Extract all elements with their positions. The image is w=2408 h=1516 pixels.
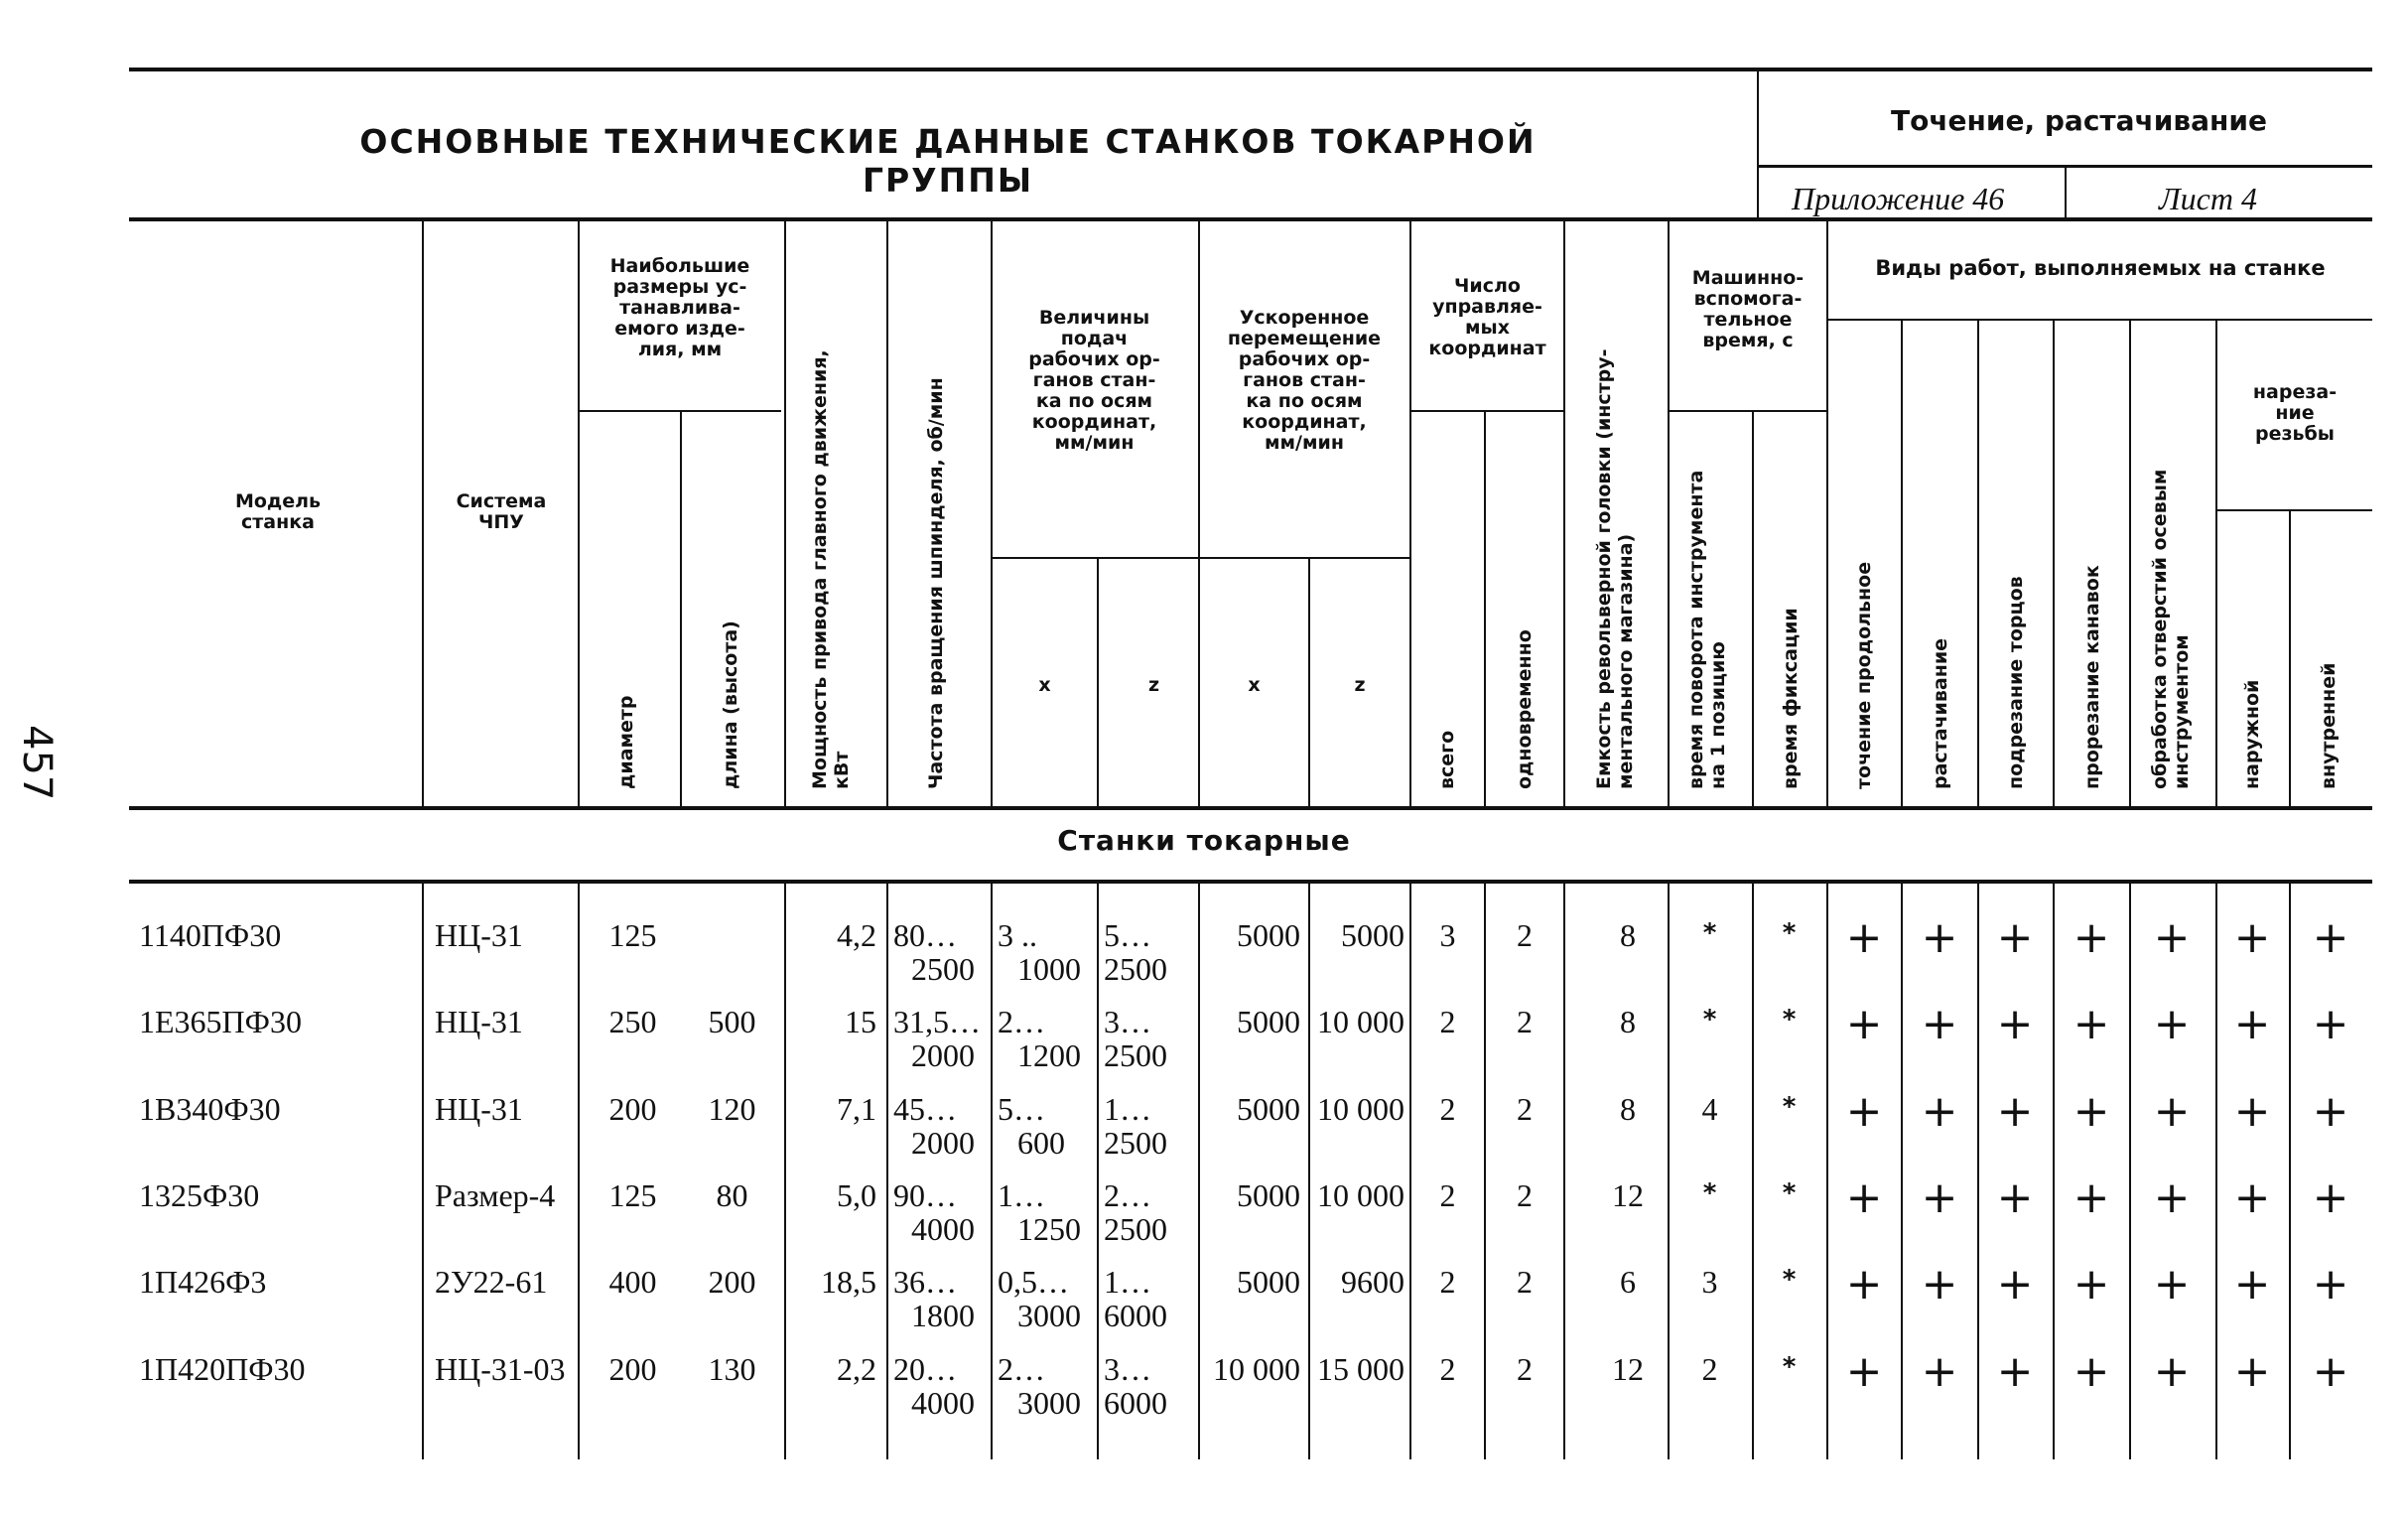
row-cnc: НЦ-31-03 (435, 1351, 566, 1387)
row-work-mark: + (2073, 912, 2110, 963)
row-work-mark: + (1921, 1346, 1958, 1397)
row-work-mark: + (2312, 1346, 2349, 1397)
header-feeds: Величины подач рабочих ор- ганов стан- ка по осям координат, мм/мин (1028, 307, 1160, 454)
row-rapid-z: 5000 (1341, 917, 1405, 953)
row-feed-z-max: 2500 (1104, 951, 1167, 987)
row-fix-time: * (1782, 1092, 1797, 1122)
row-spindle-max: 2500 (911, 951, 975, 987)
row-feed-x-max: 3000 (1017, 1385, 1081, 1421)
row-coords-total: 2 (1439, 1351, 1456, 1387)
row-feed-x-min: 2… (998, 1351, 1045, 1387)
header-w-axial: обработка отверстий осевым инструментом (2149, 469, 2193, 789)
row-diameter: 400 (608, 1264, 657, 1300)
header-rapid-x: x (1248, 674, 1261, 696)
row-turret: 8 (1620, 917, 1636, 953)
row-feed-x-min: 2… (998, 1004, 1045, 1039)
row-rapid-x: 5000 (1237, 1004, 1300, 1039)
row-turn-time: * (1702, 918, 1717, 948)
body-col-line (1198, 884, 1200, 1459)
row-rapid-z: 10 000 (1317, 1004, 1405, 1039)
header-coords: Число управляе- мых координат (1428, 275, 1546, 359)
row-coords-simultaneous: 2 (1517, 1177, 1533, 1213)
row-work-mark: + (2312, 999, 2349, 1049)
row-feed-z-max: 2500 (1104, 1211, 1167, 1247)
row-diameter: 125 (608, 917, 657, 953)
col-line (1563, 221, 1565, 807)
header-length: длина (высота) (720, 620, 741, 789)
row-feed-z-min: 2… (1104, 1177, 1151, 1213)
header-rapid-z: z (1354, 674, 1366, 696)
row-diameter: 125 (608, 1177, 657, 1213)
header-diameter: диаметр (615, 695, 637, 789)
header-simultaneous: одновременно (1514, 629, 1536, 789)
row-coords-total: 2 (1439, 1091, 1456, 1127)
row-fix-time: * (1782, 1265, 1797, 1295)
row-work-mark: + (1845, 1172, 1883, 1223)
row-work-mark: + (2233, 912, 2271, 963)
row-work-mark: + (2073, 1259, 2110, 1309)
row-work-mark: + (2233, 1172, 2271, 1223)
body-col-line (2289, 884, 2291, 1459)
row-feed-x-max: 600 (1017, 1125, 1065, 1161)
row-turret: 12 (1612, 1177, 1644, 1213)
col-line (1752, 412, 1754, 807)
row-coords-total: 2 (1439, 1004, 1456, 1039)
row-rapid-x: 5000 (1237, 917, 1300, 953)
body-col-line (784, 884, 786, 1459)
row-work-mark: + (1845, 1259, 1883, 1309)
row-diameter: 200 (608, 1091, 657, 1127)
col-line (2289, 511, 2291, 807)
col-line (680, 412, 682, 807)
header-rapid: Ускоренное перемещение рабочих ор- ганов стан- ка по осям координат, мм/мин (1227, 307, 1382, 454)
row-feed-z-max: 6000 (1104, 1298, 1167, 1333)
row-work-mark: + (2153, 1259, 2191, 1309)
col-line (2053, 321, 2055, 807)
row-feed-x-min: 0,5… (998, 1264, 1069, 1300)
row-work-mark: + (2233, 999, 2271, 1049)
row-feed-x-max: 3000 (1017, 1298, 1081, 1333)
row-power: 15 (845, 1004, 876, 1039)
row-work-mark: + (1921, 912, 1958, 963)
row-rapid-z: 9600 (1341, 1264, 1405, 1300)
header-turret: Емкость револьверной головки (инстру- ментального магазина) (1593, 348, 1637, 789)
row-work-mark: + (2073, 999, 2110, 1049)
sub-rule (991, 557, 1198, 559)
row-work-mark: + (2312, 1172, 2349, 1223)
row-turn-time: 4 (1701, 1091, 1718, 1127)
sub-rule (1826, 319, 2372, 321)
header-max-dims: Наибольшие размеры ус- танавлива- емого изде- лия, мм (609, 255, 750, 360)
row-fix-time: * (1782, 1005, 1797, 1034)
row-feed-z-min: 1… (1104, 1091, 1151, 1127)
row-coords-simultaneous: 2 (1517, 1091, 1533, 1127)
row-spindle-min: 36… (893, 1264, 957, 1300)
row-work-mark: + (2073, 1346, 2110, 1397)
header-power: Мощность привода главного движения, кВт (809, 349, 853, 789)
row-cnc: НЦ-31 (435, 1091, 523, 1127)
row-length: 130 (708, 1351, 756, 1387)
col-line (784, 221, 786, 807)
row-length: 500 (708, 1004, 756, 1039)
row-cnc: НЦ-31 (435, 1004, 523, 1039)
row-feed-z-min: 1… (1104, 1264, 1151, 1300)
row-work-mark: + (2233, 1259, 2271, 1309)
header-spindle: Частота вращения шпинделя, об/мин (925, 377, 947, 789)
row-model: 1П426Ф3 (139, 1264, 267, 1300)
header-cnc: Система ЧПУ (456, 490, 547, 533)
body-col-line (2053, 884, 2055, 1459)
body-col-line (991, 884, 993, 1459)
row-cnc: 2У22-61 (435, 1264, 548, 1300)
row-work-mark: + (2312, 912, 2349, 963)
sub-rule (1668, 410, 1826, 412)
row-work-mark: + (2073, 1086, 2110, 1137)
row-length: 200 (708, 1264, 756, 1300)
row-work-mark: + (1845, 999, 1883, 1049)
row-fix-time: * (1782, 1352, 1797, 1382)
row-model: 1140ПФ30 (139, 917, 282, 953)
row-coords-total: 2 (1439, 1264, 1456, 1300)
row-work-mark: + (2073, 1172, 2110, 1223)
header-top-rule (129, 217, 2372, 221)
row-power: 2,2 (837, 1351, 876, 1387)
title-box-divider (1757, 68, 1759, 218)
row-coords-simultaneous: 2 (1517, 1264, 1533, 1300)
header-work-types: Виды работ, выполняемых на станке (1875, 256, 2326, 280)
row-spindle-max: 4000 (911, 1385, 975, 1421)
body-col-line (1097, 884, 1099, 1459)
sub-rule (1198, 557, 1409, 559)
col-line (1977, 321, 1979, 807)
row-feed-z-min: 3… (1104, 1351, 1151, 1387)
row-turn-time: * (1702, 1178, 1717, 1208)
row-work-mark: + (2312, 1086, 2349, 1137)
row-turn-time: * (1702, 1005, 1717, 1034)
row-feed-x-min: 1… (998, 1177, 1045, 1213)
row-feed-x-max: 1250 (1017, 1211, 1081, 1247)
sub-rule (1409, 410, 1563, 412)
sub-rule (2215, 509, 2372, 511)
row-feed-z-max: 2500 (1104, 1125, 1167, 1161)
row-coords-simultaneous: 2 (1517, 917, 1533, 953)
row-work-mark: + (2153, 1086, 2191, 1137)
row-work-mark: + (2153, 999, 2191, 1049)
row-feed-z-min: 3… (1104, 1004, 1151, 1039)
row-work-mark: + (1845, 912, 1883, 963)
row-turn-time: 2 (1701, 1351, 1718, 1387)
row-work-mark: + (1921, 1259, 1958, 1309)
body-col-line (1901, 884, 1903, 1459)
row-diameter: 250 (608, 1004, 657, 1039)
body-col-line (422, 884, 424, 1459)
row-work-mark: + (1921, 1086, 1958, 1137)
header-w-grooving: прорезание канавок (2081, 565, 2103, 789)
body-col-line (886, 884, 888, 1459)
row-power: 7,1 (837, 1091, 876, 1127)
category-label: Точение, растачивание (1891, 104, 2267, 137)
row-power: 4,2 (837, 917, 876, 953)
row-coords-total: 2 (1439, 1177, 1456, 1213)
body-col-line (1826, 884, 1828, 1459)
row-feed-x-min: 3 .. (998, 917, 1037, 953)
row-work-mark: + (2233, 1346, 2271, 1397)
row-model: 1325Ф30 (139, 1177, 260, 1213)
header-w-external: наружной (2241, 679, 2263, 789)
row-rapid-x: 5000 (1237, 1091, 1300, 1127)
header-bottom-rule (129, 806, 2372, 810)
header-fix-time: время фиксации (1780, 608, 1802, 789)
row-work-mark: + (2312, 1259, 2349, 1309)
col-line (578, 221, 580, 807)
row-feed-x-max: 1200 (1017, 1037, 1081, 1073)
row-work-mark: + (1996, 912, 2034, 963)
row-work-mark: + (2153, 912, 2191, 963)
row-turret: 8 (1620, 1004, 1636, 1039)
row-rapid-z: 15 000 (1317, 1351, 1405, 1387)
col-line (1484, 412, 1486, 807)
header-threading: нареза- ние резьбы (2252, 381, 2338, 445)
top-rule (129, 68, 2372, 71)
body-col-line (1563, 884, 1565, 1459)
row-feed-z-max: 6000 (1104, 1385, 1167, 1421)
row-turret: 6 (1620, 1264, 1636, 1300)
row-turret: 12 (1612, 1351, 1644, 1387)
row-feed-z-min: 5… (1104, 917, 1151, 953)
header-feed-z: z (1147, 674, 1160, 696)
row-diameter: 200 (608, 1351, 657, 1387)
row-work-mark: + (1921, 999, 1958, 1049)
section-rule (129, 880, 2372, 884)
row-work-mark: + (2233, 1086, 2271, 1137)
row-feed-x-min: 5… (998, 1091, 1045, 1127)
col-line (1826, 221, 1828, 807)
row-cnc: НЦ-31 (435, 917, 523, 953)
row-work-mark: + (1996, 1259, 2034, 1309)
row-spindle-min: 20… (893, 1351, 957, 1387)
col-line (422, 221, 424, 807)
header-w-facing: подрезание торцов (2005, 576, 2027, 789)
row-work-mark: + (2153, 1346, 2191, 1397)
col-line (2129, 321, 2131, 807)
body-col-line (1977, 884, 1979, 1459)
row-spindle-max: 1800 (911, 1298, 975, 1333)
row-cnc: Размер-4 (435, 1177, 556, 1213)
row-spindle-min: 80… (893, 917, 957, 953)
row-turret: 8 (1620, 1091, 1636, 1127)
row-feed-z-max: 2500 (1104, 1037, 1167, 1073)
page-number: 457 (14, 725, 60, 801)
row-model: 1П420ПФ30 (139, 1351, 306, 1387)
row-power: 18,5 (821, 1264, 876, 1300)
row-spindle-max: 2000 (911, 1037, 975, 1073)
appendix-sheet-divider (2065, 165, 2067, 218)
row-work-mark: + (1845, 1346, 1883, 1397)
row-coords-simultaneous: 2 (1517, 1351, 1533, 1387)
header-model: Модель станка (234, 490, 322, 533)
row-coords-total: 3 (1439, 917, 1456, 953)
row-length: 80 (716, 1177, 748, 1213)
row-work-mark: + (1996, 1172, 2034, 1223)
header-feed-x: x (1038, 674, 1051, 696)
table-title: ОСНОВНЫЕ ТЕХНИЧЕСКИЕ ДАННЫЕ СТАНКОВ ТОКАРНОЙ ГРУППЫ (359, 122, 1537, 200)
header-w-boring: растачивание (1930, 637, 1951, 789)
header-total: всего (1436, 730, 1458, 789)
header-w-internal: внутренней (2318, 662, 2340, 789)
row-rapid-x: 10 000 (1213, 1351, 1300, 1387)
row-work-mark: + (1845, 1086, 1883, 1137)
row-fix-time: * (1782, 1178, 1797, 1208)
row-coords-simultaneous: 2 (1517, 1004, 1533, 1039)
row-work-mark: + (1996, 1346, 2034, 1397)
row-rapid-z: 10 000 (1317, 1091, 1405, 1127)
row-power: 5,0 (837, 1177, 876, 1213)
row-rapid-z: 10 000 (1317, 1177, 1405, 1213)
col-line (1901, 321, 1903, 807)
row-spindle-min: 31,5… (893, 1004, 981, 1039)
body-col-line (2215, 884, 2217, 1459)
row-rapid-x: 5000 (1237, 1264, 1300, 1300)
section-label: Станки токарные (1057, 824, 1351, 857)
body-col-line (2129, 884, 2131, 1459)
row-feed-x-max: 1000 (1017, 951, 1081, 987)
row-work-mark: + (2153, 1172, 2191, 1223)
body-col-line (578, 884, 580, 1459)
row-spindle-max: 4000 (911, 1211, 975, 1247)
row-rapid-x: 5000 (1237, 1177, 1300, 1213)
row-turn-time: 3 (1701, 1264, 1718, 1300)
sheet-label: Лист 4 (2159, 181, 2257, 216)
row-spindle-min: 45… (893, 1091, 957, 1127)
header-turn-time: время поворота инструмента на 1 позицию (1685, 470, 1729, 789)
header-aux-time: Машинно- вспомога- тельное время, с (1691, 267, 1805, 351)
row-length: 120 (708, 1091, 756, 1127)
row-fix-time: * (1782, 918, 1797, 948)
col-line (886, 221, 888, 807)
row-model: 1Е365ПФ30 (139, 1004, 302, 1039)
row-model: 1В340Ф30 (139, 1091, 281, 1127)
row-spindle-max: 2000 (911, 1125, 975, 1161)
header-w-longitudinal: точение продольное (1853, 561, 1875, 789)
sub-rule (578, 410, 781, 412)
row-work-mark: + (1996, 1086, 2034, 1137)
row-spindle-min: 90… (893, 1177, 957, 1213)
row-work-mark: + (1921, 1172, 1958, 1223)
row-work-mark: + (1996, 999, 2034, 1049)
appendix-label: Приложение 46 (1792, 181, 2005, 216)
